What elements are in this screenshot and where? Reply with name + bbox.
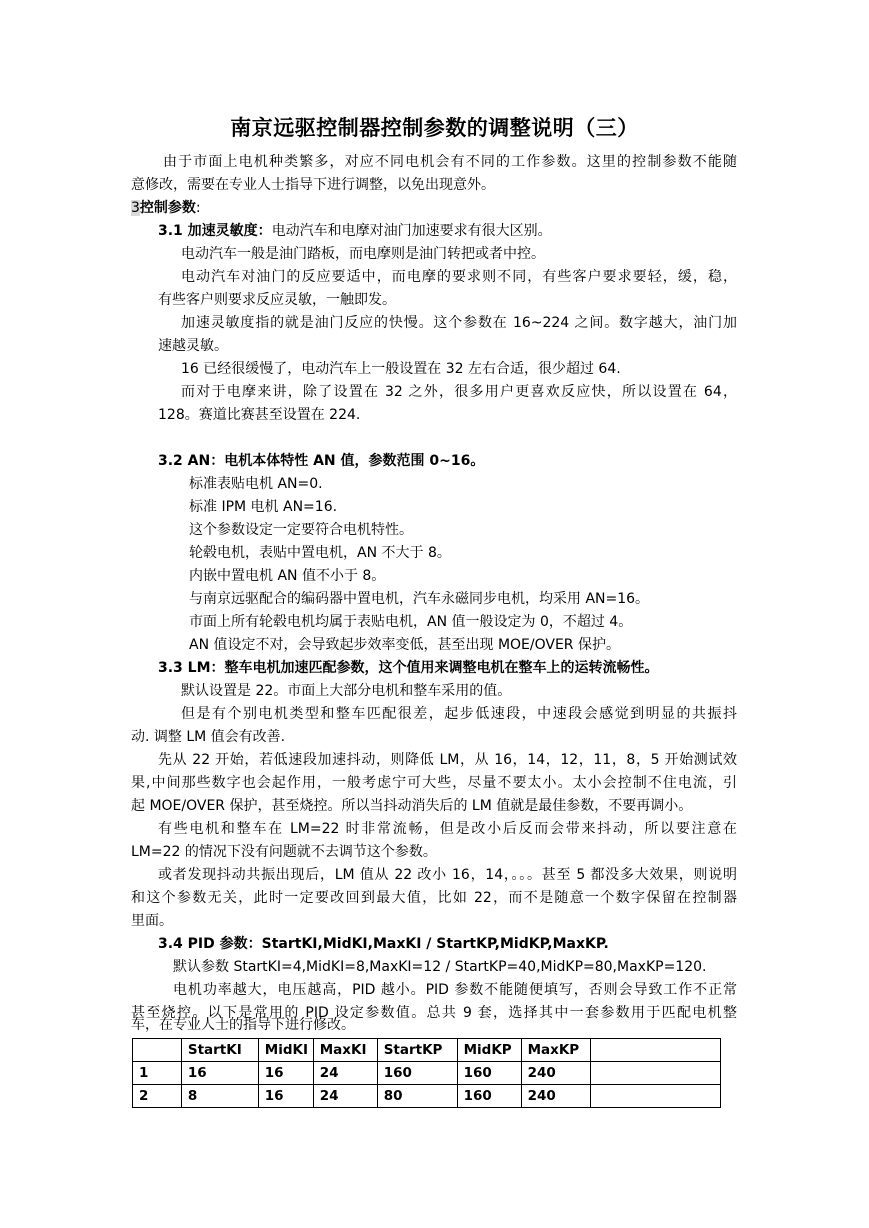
page-title: 南京远驱控制器控制参数的调整说明（三） xyxy=(230,116,639,140)
table-header-cell: StartKP xyxy=(377,1039,457,1062)
s31-heading-rest: 电动汽车和电摩对油门加速要求有很大区别。 xyxy=(271,223,552,239)
s34-heading xyxy=(158,935,609,953)
s32-item: 市面上所有轮毂电机均属于表贴电机，AN 值一般设定为 0，不超过 4。 xyxy=(189,614,633,630)
table-header-cell: StartKI xyxy=(181,1039,258,1062)
s31-p2a: 电动汽车对油门的反应要适中，而电摩的要求则不同，有些客户要求要轻，缓，稳， xyxy=(181,269,737,285)
table-cell: 240 xyxy=(521,1085,590,1108)
table-cell: 240 xyxy=(521,1062,590,1085)
table-cell: 80 xyxy=(377,1085,457,1108)
table-cell xyxy=(590,1085,721,1108)
section-number: 3 xyxy=(131,200,140,216)
table-cell: 160 xyxy=(457,1085,521,1108)
table-cell: 16 xyxy=(181,1062,258,1085)
table-row xyxy=(133,1085,721,1108)
s34-p2a: 电机功率越大，电压越高，PID 越小。PID 参数不能随便填写，否则会导致工作不正常 xyxy=(173,982,737,998)
section-3-heading xyxy=(131,199,201,217)
s33-p4b: LM=22 的情况下没有问题就不去调节这个参数。 xyxy=(131,844,437,860)
s34-p2b: 甚至烧控。以下是常用的 PID 设定参数值。总共 9 套，选择其中一套参数用于匹配电机整 xyxy=(131,1005,737,1021)
s33-p4a: 有些电机和整车在 LM=22 时非常流畅，但是改小后反而会带来抖动，所以要注意在 xyxy=(158,821,737,837)
s33-p5b: 和这个参数无关，此时一定要改回到最大值，比如 22，而不是随意一个数字保留在控制器 xyxy=(131,890,737,906)
s31-p3a: 加速灵敏度指的就是油门反应的快慢。这个参数在 16~224 之间。数字越大，油门加 xyxy=(181,315,737,331)
table-cell: 24 xyxy=(313,1085,377,1108)
s33-p3a: 先从 22 开始，若低速段加速抖动，则降低 LM，从 16，14，12，11，8，5 开始测试效 xyxy=(158,752,737,768)
section-label: 控制参数 xyxy=(139,200,196,216)
s33-p1: 默认设置是 22。市面上大部分电机和整车采用的值。 xyxy=(181,683,512,699)
table-cell xyxy=(590,1062,721,1085)
s31-heading xyxy=(158,222,552,240)
pid-table xyxy=(132,1038,721,1108)
intro-line-1: 由于市面上电机种类繁多，对应不同电机会有不同的工作参数。这里的控制参数不能随 xyxy=(163,154,737,170)
intro-line-2: 意修改，需要在专业人士指导下进行调整，以免出现意外。 xyxy=(131,177,495,193)
s31-p5b: 128。赛道比赛甚至设置在 224. xyxy=(158,407,361,423)
s33-heading: 3.3 LM：整车电机加速匹配参数，这个值用来调整电机在整车上的运转流畅性。 xyxy=(158,660,659,676)
s31-heading-bold: 3.1 加速灵敏度： xyxy=(158,223,272,239)
s32-item: 内嵌中置电机 AN 值不小于 8。 xyxy=(189,568,386,584)
table-header-cell: MaxKP xyxy=(521,1039,590,1062)
s32-item: 标准表贴电机 AN=0. xyxy=(189,476,323,492)
s31-p1: 电动汽车一般是油门踏板，而电摩则是油门转把或者中控。 xyxy=(181,246,545,262)
s32-item: 与南京远驱配合的编码器中置电机，汽车永磁同步电机，均采用 AN=16。 xyxy=(189,591,650,607)
table-header-cell: MidKP xyxy=(457,1039,521,1062)
s32-item: 这个参数设定一定要符合电机特性。 xyxy=(189,522,413,538)
s31-p3b: 速越灵敏。 xyxy=(158,338,228,354)
s32-item: AN 值设定不对，会导致起步效率变低，甚至出现 MOE/OVER 保护。 xyxy=(189,637,620,653)
table-header-cell: MidKI xyxy=(258,1039,313,1062)
table-cell: 160 xyxy=(377,1062,457,1085)
s33-p3c: 起 MOE/OVER 保护，甚至烧控。所以当抖动消失后的 LM 值就是最佳参数，不要再调小。 xyxy=(131,798,693,814)
table-cell: 24 xyxy=(313,1062,377,1085)
table-cell: 160 xyxy=(457,1062,521,1085)
s32-heading: 3.2 AN：电机本体特性 AN 值，参数范围 0~16。 xyxy=(158,453,485,469)
table-header-row xyxy=(133,1039,721,1062)
table-cell: 16 xyxy=(258,1062,313,1085)
s32-item: 轮毂电机，表贴中置电机，AN 不大于 8。 xyxy=(189,545,451,561)
s33-p2a: 但是有个别电机类型和整车匹配很差，起步低速段，中速段会感觉到明显的共振抖 xyxy=(181,706,737,722)
table-header-cell xyxy=(590,1039,721,1062)
table-row xyxy=(133,1062,721,1085)
s33-p5a: 或者发现抖动共振出现后，LM 值从 22 改小 16，14，。。。甚至 5 都没多大效果，则说明 xyxy=(158,867,737,883)
s33-p5c: 里面。 xyxy=(131,913,173,929)
section-colon: : xyxy=(195,200,201,216)
s34-heading-b: StartKI,MidKI,MaxKI / StartKP,MidKP,MaxKP. xyxy=(261,936,609,952)
s31-p2b: 有些客户则要求反应灵敏，一触即发。 xyxy=(158,292,396,308)
s33-p2b: 动. 调整 LM 值会有改善. xyxy=(131,729,286,745)
s32-item: 标准 IPM 电机 AN=16. xyxy=(189,499,338,515)
s31-p5a: 而对于电摩来讲，除了设置在 32 之外，很多用户更喜欢反应快，所以设置在 64， xyxy=(181,384,737,400)
s31-p4: 16 已经很缓慢了，电动汽车上一般设置在 32 左右合适，很少超过 64. xyxy=(181,361,621,377)
table-cell: 2 xyxy=(133,1085,182,1108)
table-header-cell xyxy=(133,1039,182,1062)
s34-p1: 默认参数 StartKI=4,MidKI=8,MaxKI=12 / StartKP=40,MidKP=80,MaxKP=120. xyxy=(173,959,707,975)
table-header-cell: MaxKI xyxy=(313,1039,377,1062)
table-cell: 1 xyxy=(133,1062,182,1085)
s33-p3b: 果,中间那些数字也会起作用，一般考虑宁可大些，尽量不要太小。太小会控制不住电流，引 xyxy=(131,775,737,791)
table-cell: 16 xyxy=(258,1085,313,1108)
s34-p2c: 车，在专业人士的指导下进行修改。 xyxy=(131,1017,355,1033)
table-cell: 8 xyxy=(181,1085,258,1108)
s34-heading-a: 3.4 PID 参数： xyxy=(158,936,262,952)
